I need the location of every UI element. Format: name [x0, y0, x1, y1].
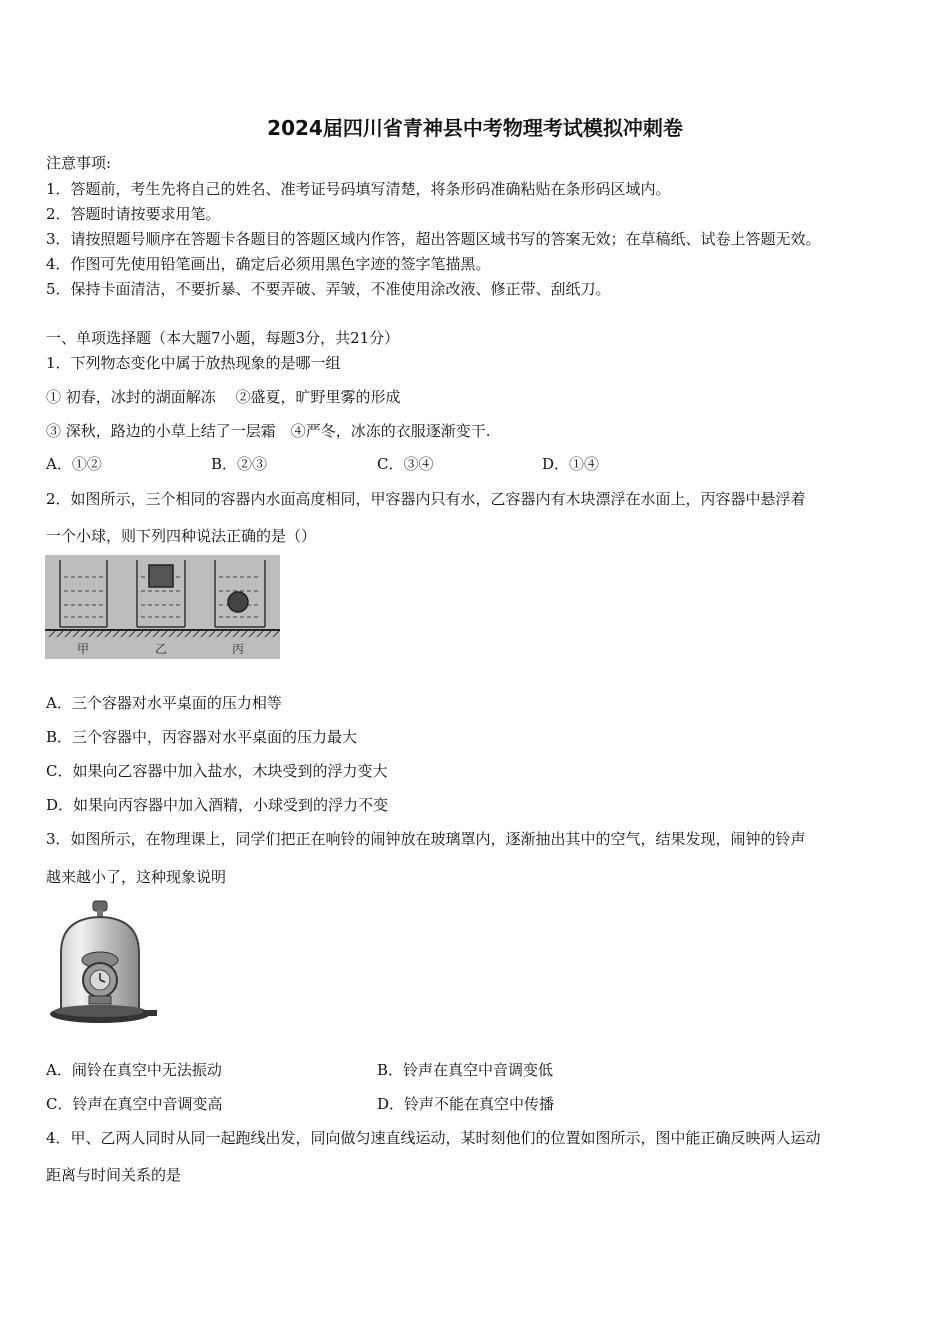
q1-option-b[interactable]: B．②③ [211, 455, 268, 473]
wood-block [149, 565, 173, 587]
q2-stem-line2: 一个小球，则下列四种说法正确的是（） [46, 527, 317, 545]
q3-option-b[interactable]: B．铃声在真空中音调变低 [377, 1061, 554, 1079]
q1-stem: 1．下列物态变化中属于放热现象的是哪一组 [46, 354, 341, 372]
notice-item-2: 2．答题时请按要求用笔。 [46, 205, 221, 223]
q1-option-c[interactable]: C．③④ [377, 455, 434, 473]
q3-bell-jar-figure [45, 898, 160, 1033]
q2-containers-figure [45, 555, 280, 659]
q2-stem-line1: 2．如图所示，三个相同的容器内水面高度相同，甲容器内只有水，乙容器内有木块漂浮在水面上，丙容器中悬浮着 [46, 490, 806, 508]
q2-option-c[interactable]: C．如果向乙容器中加入盐水，木块受到的浮力变大 [46, 762, 388, 780]
q3-stem-line1: 3．如图所示，在物理课上，同学们把正在响铃的闹钟放在玻璃罩内，逐渐抽出其中的空气，结果发现，闹钟的铃声 [46, 830, 806, 848]
label-bing: 丙 [231, 642, 245, 656]
suspended-ball [228, 592, 248, 612]
q2-option-a[interactable]: A．三个容器对水平桌面的压力相等 [46, 694, 282, 712]
q3-option-c[interactable]: C．铃声在真空中音调变高 [46, 1095, 223, 1113]
q1-line1: ① 初春，冰封的湖面解冻 ②盛夏，旷野里雾的形成 [46, 388, 401, 406]
notice-heading: 注意事项: [46, 154, 112, 172]
notice-item-3: 3．请按照题号顺序在答题卡各题目的答题区域内作答，超出答题区域书写的答案无效；在草稿纸、试卷上答题无效。 [46, 230, 821, 248]
q3-option-d[interactable]: D．铃声不能在真空中传播 [377, 1095, 555, 1113]
q2-option-b[interactable]: B．三个容器中，丙容器对水平桌面的压力最大 [46, 728, 358, 746]
notice-item-5: 5．保持卡面清洁，不要折暴、不要弄破、弄皱，不准使用涂改液、修正带、刮纸刀。 [46, 280, 611, 298]
notice-item-4: 4．作图可先使用铅笔画出，确定后必须用黑色字迹的签字笔描黑。 [46, 255, 491, 273]
q1-line2: ③ 深秋，路边的小草上结了一层霜 ④严冬，冰冻的衣服逐渐变干. [46, 422, 491, 440]
q4-stem-line2: 距离与时间关系的是 [46, 1166, 182, 1184]
q2-option-d[interactable]: D．如果向丙容器中加入酒精，小球受到的浮力不变 [46, 796, 389, 814]
label-jia: 甲 [76, 642, 90, 656]
q3-option-a[interactable]: A．闹铃在真空中无法振动 [46, 1061, 222, 1079]
page-title: 2024届四川省青神县中考物理考试模拟冲刺卷 [267, 116, 683, 140]
label-yi: 乙 [154, 642, 168, 656]
q3-stem-line2: 越来越小了，这种现象说明 [46, 868, 227, 886]
section-heading: 一、单项选择题（本大题7小题，每题3分，共21分） [46, 329, 400, 347]
q4-stem-line1: 4．甲、乙两人同时从同一起跑线出发，同向做匀速直线运动，某时刻他们的位置如图所示，图中能正确反映两人运动 [46, 1129, 821, 1147]
q1-option-d[interactable]: D．①④ [542, 455, 600, 473]
q1-option-a[interactable]: A．①② [46, 455, 102, 473]
notice-item-1: 1．答题前，考生先将自己的姓名、准考证号码填写清楚，将条形码准确粘贴在条形码区域内。 [46, 180, 671, 198]
